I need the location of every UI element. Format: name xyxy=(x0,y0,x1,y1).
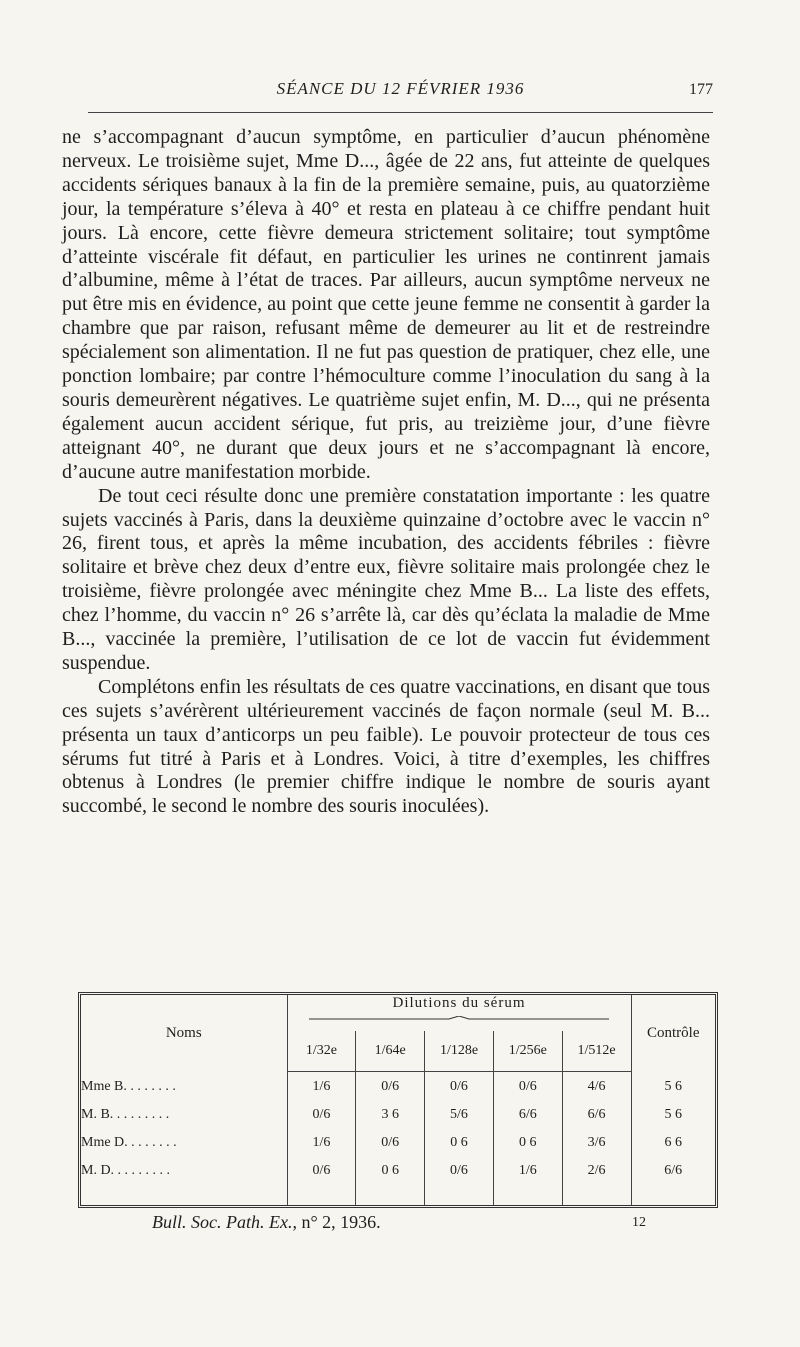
table-row xyxy=(81,1101,715,1129)
table-row xyxy=(81,1129,715,1157)
cell: 6/6 xyxy=(587,1107,606,1123)
row-name: M. D. . . . . . . . . xyxy=(81,1157,287,1185)
cell: 0 6 xyxy=(425,1129,494,1157)
cell-controle: 6/6 xyxy=(631,1157,715,1185)
dilution-header: 1/32e xyxy=(287,1031,356,1072)
cell: 6/6 xyxy=(493,1101,562,1129)
cell-controle: 5 6 xyxy=(631,1101,715,1129)
cell: 3 6 xyxy=(356,1101,425,1129)
cell-controle: 6 6 xyxy=(631,1129,715,1157)
cell: 0/6 xyxy=(356,1129,425,1157)
table-row xyxy=(81,1157,715,1185)
row-name: Mme B. . . . . . . . xyxy=(81,1072,287,1101)
page-header xyxy=(88,79,713,113)
running-title: SÉANCE DU 12 FÉVRIER 1936 xyxy=(276,79,525,98)
dilution-header: 1/512e xyxy=(562,1031,631,1072)
cell: 2/6 xyxy=(587,1163,606,1179)
row-name: Mme D. . . . . . . . xyxy=(81,1129,287,1157)
titration-table xyxy=(78,992,718,1208)
cell: 0 6 xyxy=(356,1157,425,1185)
dilution-header: 1/256e xyxy=(493,1031,562,1072)
cell: 0/6 xyxy=(425,1072,494,1101)
dilution-header: 1/64e xyxy=(356,1031,425,1072)
paragraph: Complétons enfin les résultats de ces quatre vaccinations, en disant que tous ces sujets s’avérèrent ultérieurement vaccinés de façon normale (seul M. B... présenta un taux d’anticorps un peu faible). Le pouvoir protecteur de tous ces sérums fut titré à Paris et à Londres. Voici, à titre d’exemples, les chiffres obtenus à Londres (le premier chiffre indique le nombre de souris ayant succombé, le second le nombre des souris inoculées). xyxy=(62,675,710,818)
cell: 3/6 xyxy=(587,1135,606,1151)
cell: 0/6 xyxy=(356,1072,425,1101)
column-header-dilutions xyxy=(287,995,631,1031)
column-header-controle: Contrôle xyxy=(631,995,715,1072)
journal-issue: , n° 2, 1936. xyxy=(292,1212,381,1232)
cell: 5/6 xyxy=(425,1101,494,1129)
header-rule xyxy=(88,112,713,113)
cell: 1/6 xyxy=(287,1072,356,1101)
cell: 0 6 xyxy=(493,1129,562,1157)
cell: 0/6 xyxy=(493,1072,562,1101)
cell: 0/6 xyxy=(287,1101,356,1129)
table-spacer xyxy=(81,1185,715,1205)
brace-icon xyxy=(309,1016,609,1020)
cell-controle: 5 6 xyxy=(631,1072,715,1101)
page-number: 177 xyxy=(689,81,713,98)
dilutions-label: Dilutions du sérum xyxy=(392,995,526,1011)
table-row xyxy=(81,1072,715,1101)
cell: 1/6 xyxy=(493,1157,562,1185)
footer-citation xyxy=(152,1212,381,1233)
column-header-noms: Noms xyxy=(81,995,287,1072)
paragraph: ne s’accompagnant d’aucun symptôme, en particulier d’aucun phénomène nerveux. Le troisième sujet, Mme D..., âgée de 22 ans, fut atteinte de quelques accidents sériques banaux à la fin de la première semaine, puis, au quatorzième jour, la température s’éleva à 40° et resta en plateau à ce chiffre pendant huit jours. Là encore, cette fièvre demeura strictement solitaire; tout symptôme d’atteinte viscérale fit défaut, en particulier les urines ne continrent jamais d’albumine, même à l’état de traces. Par ailleurs, aucun symptôme nerveux ne put être mis en évidence, au point que cette jeune femme ne consentit à garder la chambre que par raison, refusant même de demeurer au lit et de restreindre spécialement son alimentation. Il ne fut pas question de pratiquer, chez elle, une ponction lombaire; par contre l’hémoculture comme l’inoculation du sang à la souris demeurèrent négatives. Le quatrième sujet enfin, M. D..., qui ne présenta également aucun accident sérique, fut pris, au treizième jour, d’une fièvre atteignant 40°, ne durant que deux jours et ne s’accompagnant là encore, d’aucune autre manifestation morbide. xyxy=(62,126,710,483)
row-name: M. B. . . . . . . . . xyxy=(81,1101,287,1129)
cell: 4/6 xyxy=(587,1078,606,1094)
cell: 0/6 xyxy=(287,1157,356,1185)
body-text xyxy=(62,126,710,819)
cell: 1/6 xyxy=(287,1129,356,1157)
journal-name: Bull. Soc. Path. Ex. xyxy=(152,1212,293,1232)
signature-mark: 12 xyxy=(632,1215,646,1230)
cell: 0/6 xyxy=(425,1157,494,1185)
paragraph: De tout ceci résulte donc une première constatation importante : les quatre sujets vaccinés à Paris, dans la deuxième quinzaine d’octobre avec le vaccin n° 26, firent tous, et après la même incubation, des accidents fébriles : fièvre solitaire et brève chez deux d’entre eux, fièvre solitaire mais prolongée chez le troisième, fièvre prolongée avec méningite chez Mme B... La liste des effets, chez l’homme, du vaccin n° 26 s’arrête là, car dès qu’éclata la maladie de Mme B..., vaccinée la première, l’utilisation de ce lot de vaccin fut évidemment suspendue. xyxy=(62,484,710,674)
dilution-header: 1/128e xyxy=(425,1031,494,1072)
